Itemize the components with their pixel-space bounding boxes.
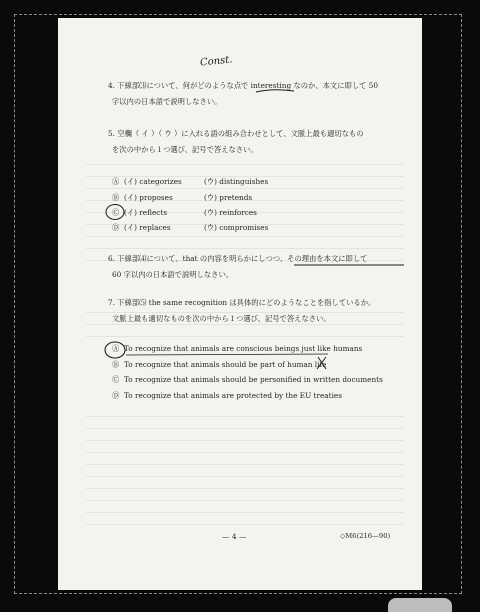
q7-option-a: Ⓐ To recognize that animals are conscious beings just like humans — [112, 344, 363, 353]
q5-option-a: Ⓐ (イ) categorizes (ウ) distinguishes — [112, 177, 269, 186]
q7-line2: 文脈上最も適切なものを次の中から１つ選び、記号で答えなさい。 — [112, 314, 331, 323]
q5-line1: 5. 空欄（ イ ）（ ウ ）に入れる語の組み合わせとして、文脈上最も適切なもの — [108, 129, 364, 138]
q4-line2: 字以内の日本語で説明しなさい。 — [112, 97, 222, 106]
underline-mark-q7 — [126, 354, 328, 355]
q4-line1: 4. 下線部⑶について、何がどのような点で interesting なのか、本文に即して 50 — [108, 81, 379, 90]
bottom-bar — [388, 598, 452, 612]
handwritten-note: Const. — [199, 54, 233, 69]
exam-code: ◇M6(216—90) — [340, 532, 391, 540]
q6-line2: 60 字以内の日本語で説明しなさい。 — [112, 270, 234, 279]
q5-line2: を次の中から１つ選び、記号で答えなさい。 — [112, 145, 258, 154]
q5-option-b: Ⓑ (イ) proposes (ウ) pretends — [112, 193, 253, 202]
q6-line1: 6. 下線部⑷について、that の内容を明らかにしつつ、その理由を本文に即して — [108, 254, 368, 263]
exam-page — [58, 18, 422, 590]
page-number: — 4 — — [222, 532, 247, 541]
q7-option-c: Ⓒ To recognize that animals should be personified in written documents — [112, 375, 383, 384]
q5-option-d: Ⓓ (イ) replaces (ウ) compromises — [112, 223, 269, 232]
q5-option-c: Ⓒ (イ) reflects (ウ) reinforces — [112, 208, 257, 217]
q7-line1: 7. 下線部⑸ the same recognition は具体的にどのようなことを指しているか。 — [108, 298, 376, 307]
q7-option-b: Ⓑ To recognize that animals should be part of human life — [112, 360, 327, 369]
q7-option-d: Ⓓ To recognize that animals are protected by the EU treaties — [112, 391, 342, 400]
